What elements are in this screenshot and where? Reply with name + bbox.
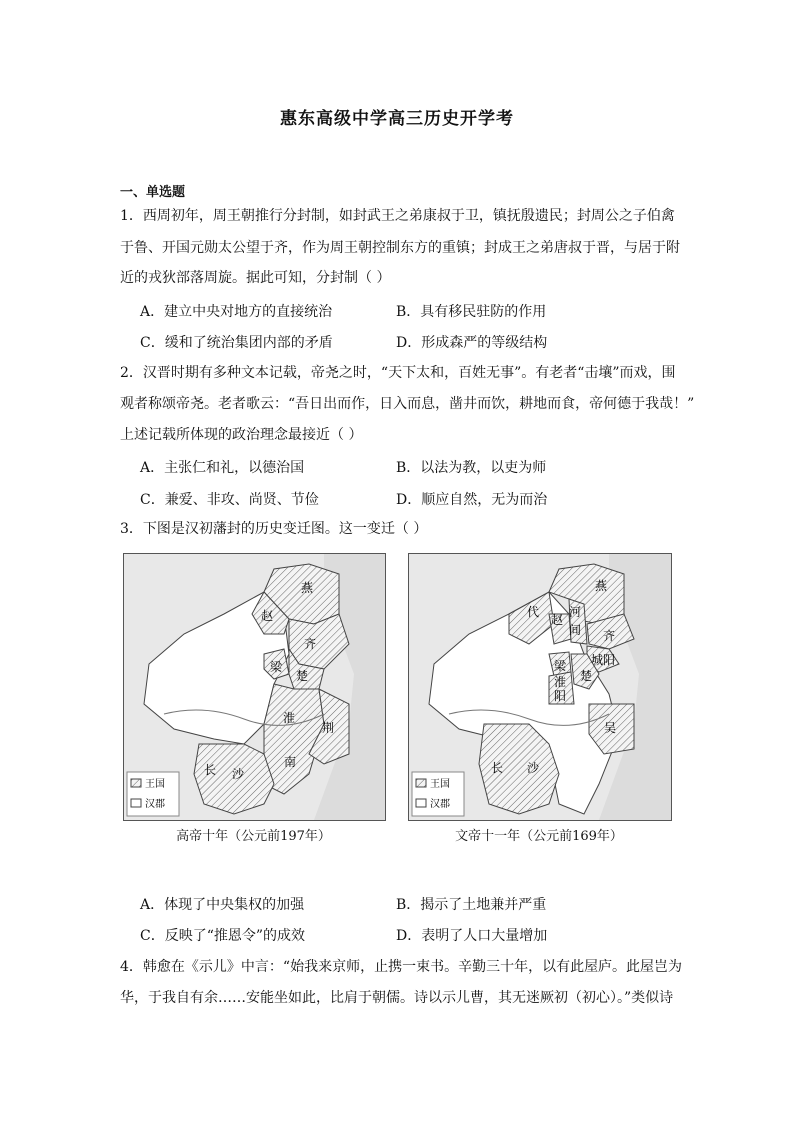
- q4-line-1: 4．韩愈在《示儿》中言：“始我来京师，止携一束书。辛勤三十年，以有此屋庐。此屋岂为: [120, 959, 683, 975]
- label-chengyang: 城阳: [590, 653, 616, 667]
- q2-line-1: 2．汉晋时期有多种文本记载，帝尧之时，“天下太和，百姓无事”。有老者“击壤”而戏，围: [120, 365, 676, 381]
- label-sha: 沙: [231, 767, 245, 781]
- map-left-caption: 高帝十年（公元前197年）: [176, 829, 331, 844]
- legend-han-swatch: [416, 799, 426, 807]
- map-right-caption: 文帝十一年（公元前169年）: [455, 829, 623, 844]
- label-jing: 荆: [321, 721, 335, 735]
- legend-han-label: 汉郡: [145, 799, 165, 810]
- legend-kingdom-swatch: [416, 779, 426, 787]
- label-qi: 齐: [303, 637, 317, 651]
- q2-option-a[interactable]: A．主张仁和礼，以德治国: [140, 460, 305, 476]
- legend-han-label: 汉郡: [430, 799, 450, 810]
- label-liang: 梁: [269, 660, 283, 674]
- q3-option-d[interactable]: D．表明了人口大量增加: [396, 928, 548, 944]
- q1-option-c[interactable]: C．缓和了统治集团内部的矛盾: [140, 335, 333, 351]
- q1-line-3: 近的戎狄部落周旋。据此可知，分封制（ ）: [120, 270, 391, 286]
- label-nan: 南: [283, 755, 297, 769]
- label-sha: 沙: [526, 761, 540, 775]
- section-heading: 一、单选题: [120, 185, 186, 200]
- kingdom-huainan: [264, 684, 324, 794]
- label-chu: 楚: [295, 669, 309, 683]
- label-zhao: 赵: [550, 613, 564, 627]
- label-liang: 梁: [553, 659, 567, 673]
- q1-line-1: 1．西周初年，周王朝推行分封制，如封武王之弟康叔于卫，镇抚殷遗民；封周公之子伯禽: [120, 208, 675, 224]
- map-wendi-11: [408, 553, 672, 821]
- q3-option-a[interactable]: A．体现了中央集权的加强: [140, 897, 305, 913]
- label-yan: 燕: [300, 581, 314, 595]
- q3-line-1: 3．下图是汉初藩封的历史变迁图。这一变迁（ ）: [120, 521, 428, 537]
- q1-option-a[interactable]: A．建立中央对地方的直接统治: [140, 304, 333, 320]
- q2-option-c[interactable]: C．兼爱、非攻、尚贤、节俭: [140, 492, 319, 508]
- q2-line-2: 观者称颂帝尧。老者歌云：“吾日出而作，日入而息，凿井而饮，耕地而食，帝何德于我哉！”: [120, 396, 695, 412]
- label-qi: 齐: [602, 629, 616, 643]
- legend-kingdom-label: 王国: [430, 779, 450, 790]
- q2-option-b[interactable]: B．以法为教，以吏为师: [396, 460, 547, 476]
- q1-option-b[interactable]: B．具有移民驻防的作用: [396, 304, 547, 320]
- q4-line-2: 华，于我自有余……安能坐如此，比肩于朝儒。诗以示儿曹，其无迷厥初（初心）。”类似诗: [120, 990, 674, 1006]
- label-he: 河: [568, 605, 582, 619]
- label-chang: 长: [490, 761, 504, 775]
- q3-option-c[interactable]: C．反映了“推恩令”的成效: [140, 928, 306, 944]
- label-dai: 代: [526, 605, 540, 619]
- label-chu: 楚: [579, 669, 593, 683]
- label-wu: 吴: [603, 721, 617, 735]
- label-jian: 间: [568, 623, 582, 637]
- legend-kingdom-swatch: [131, 779, 141, 787]
- q2-line-3: 上述记载所体现的政治理念最接近（ ）: [120, 427, 363, 443]
- legend-han-swatch: [131, 799, 141, 807]
- q3-option-b[interactable]: B．揭示了土地兼并严重: [396, 897, 547, 913]
- label-huai: 淮: [553, 675, 567, 689]
- q1-line-2: 于鲁、开国元勋太公望于齐，作为周王朝控制东方的重镇；封成王之弟唐叔于晋，与居于附: [120, 240, 680, 256]
- label-yang: 阳: [553, 689, 567, 703]
- map-gaodi-10: [123, 553, 386, 821]
- page-title: 惠东高级中学高三历史开学考: [280, 109, 514, 129]
- legend-kingdom-label: 王国: [145, 779, 165, 790]
- q1-option-d[interactable]: D．形成森严的等级结构: [396, 335, 548, 351]
- label-chang: 长: [203, 763, 217, 777]
- label-zhao: 赵: [260, 609, 274, 623]
- q2-option-d[interactable]: D．顺应自然，无为而治: [396, 492, 548, 508]
- label-yan: 燕: [594, 579, 608, 593]
- kingdom-qi: [289, 614, 349, 669]
- label-huai: 淮: [282, 711, 296, 725]
